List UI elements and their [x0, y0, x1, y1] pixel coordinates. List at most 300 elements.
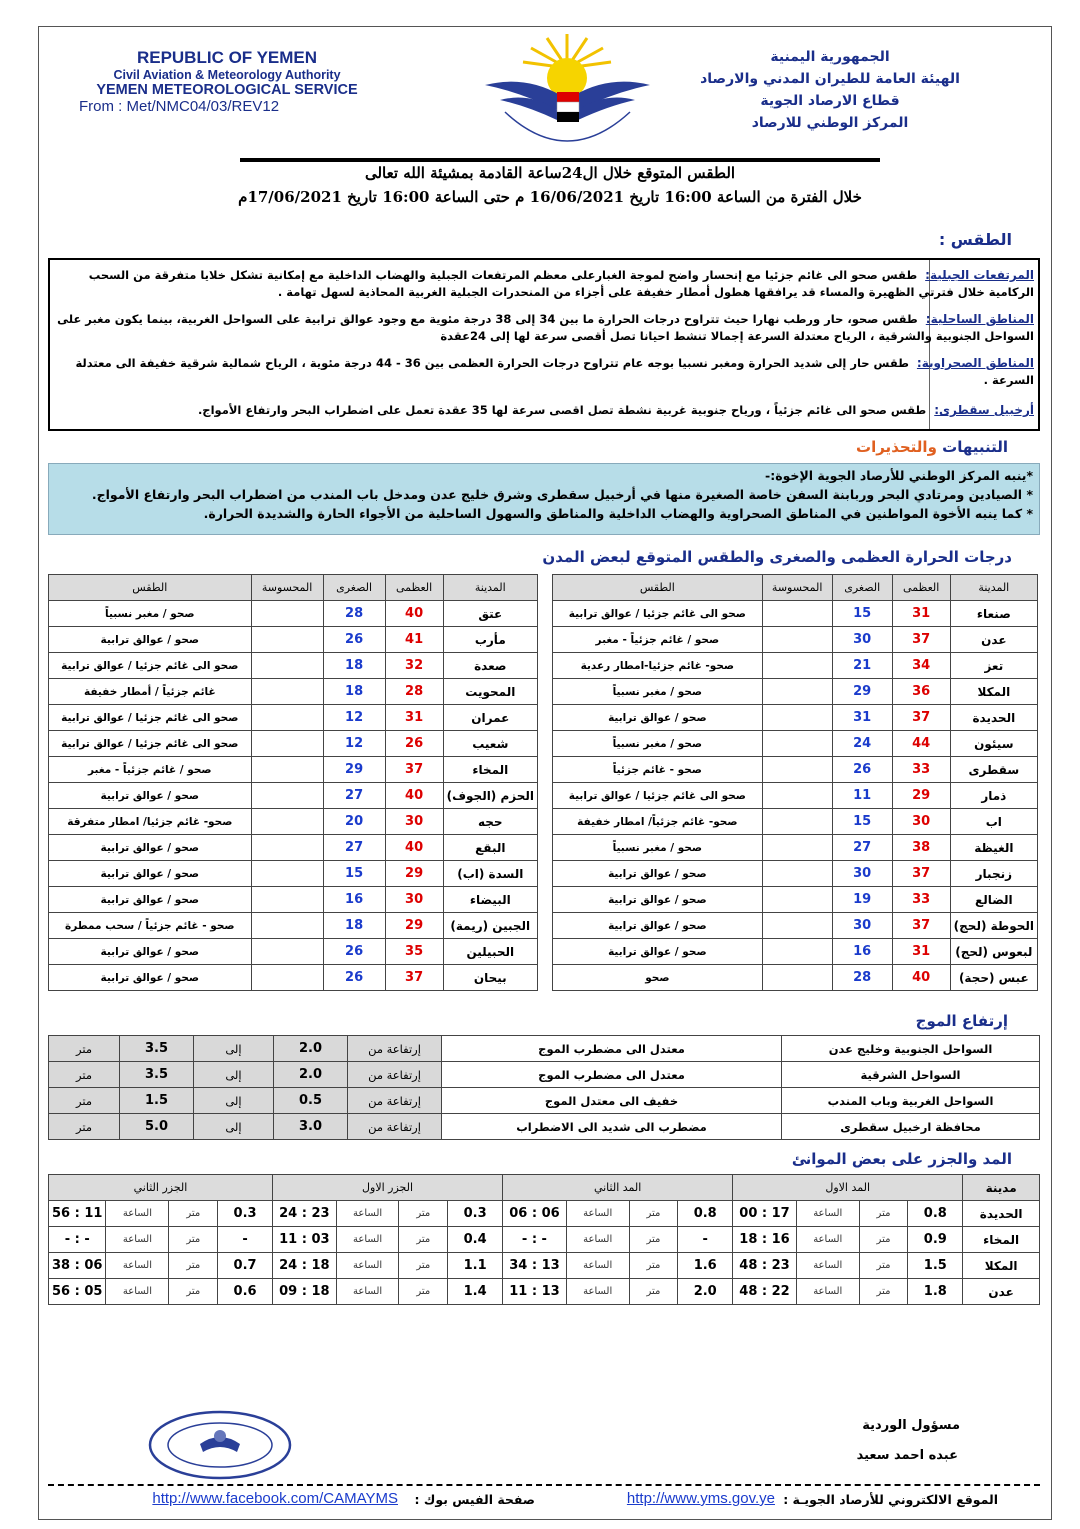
temps-table-right [552, 574, 1038, 991]
weather-cell: صحو / عوالق ترابية [553, 913, 763, 939]
max-temp-cell: 31 [385, 705, 443, 731]
table-row [49, 1279, 1040, 1305]
footer [48, 1490, 1040, 1512]
feels-cell [762, 679, 832, 705]
weather-cell: صحو- غائم جزئياً/ امطار خفيفة [553, 809, 763, 835]
tide-unit-cell: متر [629, 1201, 678, 1227]
warnings-heading [856, 438, 1008, 456]
min-temp-cell: 18 [323, 679, 385, 705]
city-cell: شعيب [443, 731, 537, 757]
city-cell: صعدة [443, 653, 537, 679]
wave-from-label: إرتفاعة من [348, 1062, 442, 1088]
wave-unit-cell: متر [49, 1114, 120, 1140]
table-row [49, 1088, 1040, 1114]
weather-cell: صحو / مغبر نسبياً [553, 731, 763, 757]
table-row [553, 887, 1038, 913]
city-cell: الحبيلين [443, 939, 537, 965]
tide-unit-cell: متر [169, 1201, 218, 1227]
tide-height-cell: 0.7 [218, 1253, 273, 1279]
weather-row-label: المرتفعات الجبلية: [925, 268, 1034, 282]
weather-cell: صحو / عوالق ترابية [49, 861, 252, 887]
tide-unit-cell: متر [169, 1279, 218, 1305]
tide-unit-cell: متر [859, 1201, 908, 1227]
feels-cell [251, 653, 323, 679]
table-row [553, 679, 1038, 705]
tide-height-cell: 1.4 [448, 1279, 503, 1305]
weather-row-highlands [56, 267, 1034, 301]
waves-heading: إرتفاع الموج [915, 1012, 1008, 1030]
wave-region-cell: السواحل الغربية وباب المندب [782, 1088, 1040, 1114]
tide-height-cell: 0.3 [448, 1201, 503, 1227]
weather-cell: صحو الى غائم جزئيا / عوالق ترابية [49, 653, 252, 679]
authority-logo-icon [465, 30, 670, 155]
weather-cell: صحو / غائم جزئياً - مغبر [553, 627, 763, 653]
tide-height-cell: - [218, 1227, 273, 1253]
feels-cell [762, 705, 832, 731]
weather-cell: صحو- غائم جزئيا-امطار رعدية [553, 653, 763, 679]
max-temp-cell: 40 [385, 835, 443, 861]
wave-to-value: 1.5 [120, 1088, 194, 1114]
max-temp-cell: 41 [385, 627, 443, 653]
english-country: REPUBLIC OF YEMEN [136, 48, 318, 67]
max-temp-cell: 28 [385, 679, 443, 705]
arabic-header [680, 46, 980, 134]
weather-cell: صحو الى غائم جزئيا / عوالق ترابية [49, 731, 252, 757]
tide-time-label: الساعة [106, 1201, 169, 1227]
tides-table [48, 1174, 1040, 1305]
weather-cell: صحو / غائم جزئياً - مغبر [49, 757, 252, 783]
min-temp-cell: 15 [832, 809, 892, 835]
max-temp-cell: 40 [892, 965, 950, 991]
table-row [49, 1201, 1040, 1227]
max-temp-cell: 40 [385, 783, 443, 809]
city-cell: ذمار [950, 783, 1037, 809]
weather-row-desert [56, 355, 1034, 389]
table-row [553, 835, 1038, 861]
min-temp-cell: 28 [832, 965, 892, 991]
max-temp-cell: 37 [892, 705, 950, 731]
city-cell: الضالع [950, 887, 1037, 913]
feels-cell [251, 887, 323, 913]
tide-time-cell: 18 : 09 [273, 1279, 337, 1305]
tide-height-cell: 0.4 [448, 1227, 503, 1253]
weather-cell: صحو / مغبر نسبياً [553, 679, 763, 705]
facebook-label: صفحة الفيس بوك : [414, 1492, 535, 1507]
table-row [49, 1062, 1040, 1088]
city-cell: البقع [443, 835, 537, 861]
tide-unit-cell: متر [399, 1201, 448, 1227]
min-temp-cell: 24 [832, 731, 892, 757]
arabic-authority: الهيئة العامة للطيران المدني والارصاد [700, 71, 960, 87]
warnings-heading-a: التنبيهات [942, 438, 1008, 456]
min-temp-cell: 30 [832, 861, 892, 887]
tide-unit-cell: متر [629, 1227, 678, 1253]
wave-from-value: 2.0 [274, 1062, 348, 1088]
arabic-country: الجمهورية اليمنية [770, 49, 890, 65]
min-temp-cell: 16 [323, 887, 385, 913]
weather-cell: صحو / عوالق ترابية [553, 887, 763, 913]
weather-row-label: أرخبيل سقطرى: [934, 403, 1034, 417]
tide-time-label: الساعة [336, 1253, 399, 1279]
table-row [553, 653, 1038, 679]
table-row [553, 965, 1038, 991]
city-cell: السدة (اب) [443, 861, 537, 887]
header-feels: المحسوسة [762, 575, 832, 601]
warning-line: * كما ينبه الأخوة المواطنين في المناطق الصحراوية والهضاب الداخلية والمناطق والسهول الساحلية من الأجواء الحارة والشديدة الحرارة. [203, 506, 1033, 521]
max-temp-cell: 31 [892, 939, 950, 965]
max-temp-cell: 37 [892, 627, 950, 653]
wave-to-label: إلى [194, 1088, 274, 1114]
wave-state-cell: مضطرب الى شديد الى الاضطراب [442, 1114, 782, 1140]
min-temp-cell: 30 [832, 913, 892, 939]
port-cell: المخاء [963, 1227, 1040, 1253]
min-temp-cell: 27 [832, 835, 892, 861]
tide-time-label: الساعة [106, 1227, 169, 1253]
city-cell: صنعاء [950, 601, 1037, 627]
city-cell: بيحان [443, 965, 537, 991]
table-row [553, 757, 1038, 783]
max-temp-cell: 35 [385, 939, 443, 965]
wave-unit-cell: متر [49, 1088, 120, 1114]
city-cell: الجبين (ريمة) [443, 913, 537, 939]
max-temp-cell: 34 [892, 653, 950, 679]
header-low1: الجزر الاول [273, 1175, 503, 1201]
weather-row-text: طقس صحو الى غائم جزئيا مع إنحسار واضح لموجة الغبارعلى معظم المرتفعات الجبلية والهضاب الداخلية مع إمكانية تشكل خلايا متفرقة من السحب الركامية خلال فترتي الظهيرة والمساء قد يرافقها هطول أمطار خفيفة على أجزاء من المنحدرات الجبلية الغربية المحاذية لسهل تهامة . [88, 268, 1034, 299]
port-cell: المكلا [963, 1253, 1040, 1279]
header-city: المدينة [443, 575, 537, 601]
max-temp-cell: 44 [892, 731, 950, 757]
table-row [49, 783, 538, 809]
min-temp-cell: 12 [323, 705, 385, 731]
tide-unit-cell: متر [399, 1253, 448, 1279]
max-temp-cell: 32 [385, 653, 443, 679]
weather-heading: الطقس : [938, 230, 1012, 249]
forecast-title: الطقس المتوقع خلال ال24ساعة القادمة بمشيئة الله تعالى [364, 164, 736, 182]
table-row [553, 783, 1038, 809]
tide-height-cell: 1.8 [908, 1279, 963, 1305]
tide-time-label: الساعة [336, 1201, 399, 1227]
table-header-row [49, 1175, 1040, 1201]
min-temp-cell: 30 [832, 627, 892, 653]
weather-cell: صحو / عوالق ترابية [49, 783, 252, 809]
min-temp-cell: 15 [323, 861, 385, 887]
wave-from-value: 2.0 [274, 1036, 348, 1062]
header-max: العظمى [892, 575, 950, 601]
table-row [553, 601, 1038, 627]
wave-from-label: إرتفاعة من [348, 1088, 442, 1114]
max-temp-cell: 36 [892, 679, 950, 705]
min-temp-cell: 21 [832, 653, 892, 679]
max-temp-cell: 33 [892, 887, 950, 913]
tide-time-label: الساعة [796, 1227, 859, 1253]
min-temp-cell: 31 [832, 705, 892, 731]
city-cell: عدن [950, 627, 1037, 653]
city-cell: الحديدة [950, 705, 1037, 731]
table-row [49, 965, 538, 991]
tide-time-cell: 17 : 00 [733, 1201, 797, 1227]
weather-cell: صحو / عوالق ترابية [49, 939, 252, 965]
table-row [553, 627, 1038, 653]
max-temp-cell: 40 [385, 601, 443, 627]
max-temp-cell: 37 [892, 861, 950, 887]
tide-unit-cell: متر [629, 1279, 678, 1305]
city-cell: المكلا [950, 679, 1037, 705]
wave-region-cell: السواحل الشرقية [782, 1062, 1040, 1088]
tide-unit-cell: متر [859, 1279, 908, 1305]
tide-time-cell: 05 : 56 [49, 1279, 106, 1305]
feels-cell [762, 913, 832, 939]
weather-row-coastal [56, 311, 1034, 345]
min-temp-cell: 26 [832, 757, 892, 783]
city-cell: الحزم (الجوف) [443, 783, 537, 809]
weather-box [48, 258, 1040, 431]
city-cell: مأرب [443, 627, 537, 653]
max-temp-cell: 26 [385, 731, 443, 757]
warnings-box [48, 463, 1040, 535]
weather-row-label: المناطق الصحراوية: [916, 356, 1034, 370]
city-cell: سقطرى [950, 757, 1037, 783]
feels-cell [762, 731, 832, 757]
table-row [553, 705, 1038, 731]
max-temp-cell: 30 [385, 887, 443, 913]
table-row [49, 627, 538, 653]
max-temp-cell: 30 [385, 809, 443, 835]
weather-row-socotra [56, 402, 1034, 419]
city-cell: عمران [443, 705, 537, 731]
table-row [49, 1036, 1040, 1062]
tide-height-cell: 1.1 [448, 1253, 503, 1279]
min-temp-cell: 26 [323, 627, 385, 653]
tide-time-cell: 23 : 24 [273, 1201, 337, 1227]
city-cell: البيضاء [443, 887, 537, 913]
weather-cell: غائم جزئياً / أمطار خفيفة [49, 679, 252, 705]
feels-cell [251, 939, 323, 965]
wave-unit-cell: متر [49, 1062, 120, 1088]
max-temp-cell: 38 [892, 835, 950, 861]
footer-divider [48, 1484, 1040, 1486]
min-temp-cell: 29 [323, 757, 385, 783]
city-cell: الحوطة (لحج) [950, 913, 1037, 939]
table-row [49, 1227, 1040, 1253]
table-row [49, 601, 538, 627]
max-temp-cell: 33 [892, 757, 950, 783]
feels-cell [762, 835, 832, 861]
warnings-heading-b: والتحذيرات [856, 438, 937, 456]
warning-line: *ينبه المركز الوطني للأرصاد الجوية الإخوة:- [765, 468, 1033, 483]
signature-name: عبده احمد سعيد [856, 1448, 958, 1463]
wave-state-cell: خفيف الى معتدل الموج [442, 1088, 782, 1114]
tide-unit-cell: متر [399, 1227, 448, 1253]
feels-cell [762, 861, 832, 887]
table-row [49, 757, 538, 783]
form-reference: From : Met/NMC04/03/REV12 [79, 98, 280, 115]
table-row [553, 731, 1038, 757]
header-divider [240, 158, 880, 162]
tide-height-cell: 0.6 [218, 1279, 273, 1305]
min-temp-cell: 12 [323, 731, 385, 757]
feels-cell [251, 627, 323, 653]
tide-time-label: الساعة [106, 1279, 169, 1305]
header-min: الصغرى [832, 575, 892, 601]
table-row [49, 1253, 1040, 1279]
weather-cell: صحو / عوالق ترابية [49, 887, 252, 913]
table-row [49, 913, 538, 939]
city-cell: تعز [950, 653, 1037, 679]
feels-cell [251, 809, 323, 835]
weather-cell: صحو [553, 965, 763, 991]
city-cell: زنجبار [950, 861, 1037, 887]
min-temp-cell: 26 [323, 939, 385, 965]
feels-cell [251, 783, 323, 809]
tide-time-cell: 23 : 48 [733, 1253, 797, 1279]
weather-cell: صحو الى غائم جزئيا / عوالق ترابية [553, 783, 763, 809]
header-high2: المد الثاني [503, 1175, 733, 1201]
weather-cell: صحو / عوالق ترابية [49, 835, 252, 861]
tide-time-cell: 06 : 38 [49, 1253, 106, 1279]
wave-region-cell: السواحل الجنوبية وخليج عدن [782, 1036, 1040, 1062]
table-row [553, 939, 1038, 965]
english-header [62, 48, 392, 115]
signature-role: مسؤول الوردية [862, 1418, 960, 1433]
tide-unit-cell: متر [629, 1253, 678, 1279]
tide-height-cell: 0.3 [218, 1201, 273, 1227]
header-weather: الطقس [49, 575, 252, 601]
wave-unit-cell: متر [49, 1036, 120, 1062]
tide-unit-cell: متر [169, 1227, 218, 1253]
tide-time-cell: 22 : 48 [733, 1279, 797, 1305]
min-temp-cell: 20 [323, 809, 385, 835]
wave-to-value: 3.5 [120, 1062, 194, 1088]
weather-cell: صحو / مغبر نسبياً [553, 835, 763, 861]
weather-row-text: طقس صحو، حار ورطب نهارا حيث تتراوح درجات الحرارة ما بين 34 إلى 38 درجة مئوية مع وجود عوالق ترابية على السواحل الغربية، بينما يكون مغبر على السواحل الجنوبية والشرقية ، الرياح معتدلة السرعة إجمالا تنشط احيانا تصل أقصى سرعة لها إلى 24عقدة [57, 312, 1034, 343]
port-cell: عدن [963, 1279, 1040, 1305]
min-temp-cell: 28 [323, 601, 385, 627]
city-cell: لبعوس (لحج) [950, 939, 1037, 965]
max-temp-cell: 29 [385, 861, 443, 887]
min-temp-cell: 29 [832, 679, 892, 705]
tide-height-cell: 0.8 [678, 1201, 733, 1227]
table-row [49, 1114, 1040, 1140]
min-temp-cell: 15 [832, 601, 892, 627]
wave-to-value: 5.0 [120, 1114, 194, 1140]
tide-time-label: الساعة [566, 1227, 629, 1253]
wave-state-cell: معتدل الى مضطرب الموج [442, 1036, 782, 1062]
website-link[interactable]: http://www.yms.gov.ye [626, 1490, 775, 1507]
tide-time-cell: 16 : 18 [733, 1227, 797, 1253]
tide-time-label: الساعة [796, 1279, 859, 1305]
tide-time-label: الساعة [566, 1253, 629, 1279]
table-row [49, 679, 538, 705]
feels-cell [762, 783, 832, 809]
weather-row-label: المناطق الساحلية: [925, 312, 1034, 326]
arabic-center: المركز الوطني للارصاد [751, 115, 909, 131]
header-city: المدينة [950, 575, 1037, 601]
table-row [553, 809, 1038, 835]
header-max: العظمى [385, 575, 443, 601]
wave-from-value: 3.0 [274, 1114, 348, 1140]
feels-cell [762, 757, 832, 783]
site-label: الموقع الالكتروني للأرصاد الجويـة : [783, 1492, 998, 1507]
weather-cell: صحو / مغبر نسبياً [49, 601, 252, 627]
tide-time-label: الساعة [106, 1253, 169, 1279]
tide-height-cell: 0.8 [908, 1201, 963, 1227]
table-row [49, 731, 538, 757]
arabic-sector: قطاع الارصاد الجوية [760, 93, 900, 109]
table-header-row [49, 575, 538, 601]
min-temp-cell: 26 [323, 965, 385, 991]
table-header-row [553, 575, 1038, 601]
wave-from-label: إرتفاعة من [348, 1036, 442, 1062]
table-row [49, 653, 538, 679]
header-port: مدينة [963, 1175, 1040, 1201]
tide-time-cell: 13 : 34 [503, 1253, 567, 1279]
city-cell: عبس (حجة) [950, 965, 1037, 991]
waves-table [48, 1035, 1040, 1140]
min-temp-cell: 16 [832, 939, 892, 965]
tide-time-cell: 11 : 56 [49, 1201, 106, 1227]
warning-line: * الصيادين ومرتادي البحر وربابنة السفن خاصة الصغيرة منها في أرخبيل سقطرى وشرق خليج عدن ومدخل باب المندب من اضطراب البحر وارتفاع الأمواج. [91, 487, 1033, 502]
table-row [49, 939, 538, 965]
wave-state-cell: معتدل الى مضطرب الموج [442, 1062, 782, 1088]
min-temp-cell: 27 [323, 783, 385, 809]
feels-cell [251, 861, 323, 887]
facebook-link[interactable]: http://www.facebook.com/CAMAYMS [152, 1490, 398, 1507]
tide-time-label: الساعة [566, 1279, 629, 1305]
port-cell: الحديدة [963, 1201, 1040, 1227]
tides-heading: المد والجزر على بعض الموانئ [791, 1150, 1012, 1168]
weather-cell: صحو / عوالق ترابية [49, 627, 252, 653]
tide-time-label: الساعة [796, 1201, 859, 1227]
tide-time-cell: 13 : 11 [503, 1279, 567, 1305]
table-row [49, 835, 538, 861]
tide-unit-cell: متر [169, 1253, 218, 1279]
min-temp-cell: 18 [323, 653, 385, 679]
table-row [49, 861, 538, 887]
city-cell: سيئون [950, 731, 1037, 757]
feels-cell [251, 757, 323, 783]
tide-height-cell: 1.6 [678, 1253, 733, 1279]
max-temp-cell: 37 [385, 757, 443, 783]
city-cell: المخاء [443, 757, 537, 783]
feels-cell [762, 965, 832, 991]
feels-cell [762, 887, 832, 913]
header-feels: المحسوسة [251, 575, 323, 601]
min-temp-cell: 11 [832, 783, 892, 809]
wave-to-value: 3.5 [120, 1036, 194, 1062]
feels-cell [251, 965, 323, 991]
city-cell: عتق [443, 601, 537, 627]
tide-height-cell: 1.5 [908, 1253, 963, 1279]
temps-heading: درجات الحرارة العظمى والصغرى والطقس المتوقع لبعض المدن [542, 548, 1012, 566]
weather-cell: صحو الى غائم جزئيا / عوالق ترابية [49, 705, 252, 731]
wave-to-label: إلى [194, 1114, 274, 1140]
tide-time-cell: - : - [503, 1227, 567, 1253]
weather-cell: صحو - غائم جزئياً / سحب ممطرة [49, 913, 252, 939]
wave-region-cell: محافظة ارخبيل سقطرى [782, 1114, 1040, 1140]
weather-cell: صحو / عوالق ترابية [553, 939, 763, 965]
feels-cell [251, 835, 323, 861]
tide-height-cell: 2.0 [678, 1279, 733, 1305]
tide-time-label: الساعة [796, 1253, 859, 1279]
city-cell: اب [950, 809, 1037, 835]
max-temp-cell: 29 [892, 783, 950, 809]
tide-unit-cell: متر [859, 1227, 908, 1253]
header-weather: الطقس [553, 575, 763, 601]
tide-time-cell: 18 : 24 [273, 1253, 337, 1279]
tide-time-label: الساعة [566, 1201, 629, 1227]
tide-time-cell: 03 : 11 [273, 1227, 337, 1253]
feels-cell [762, 939, 832, 965]
